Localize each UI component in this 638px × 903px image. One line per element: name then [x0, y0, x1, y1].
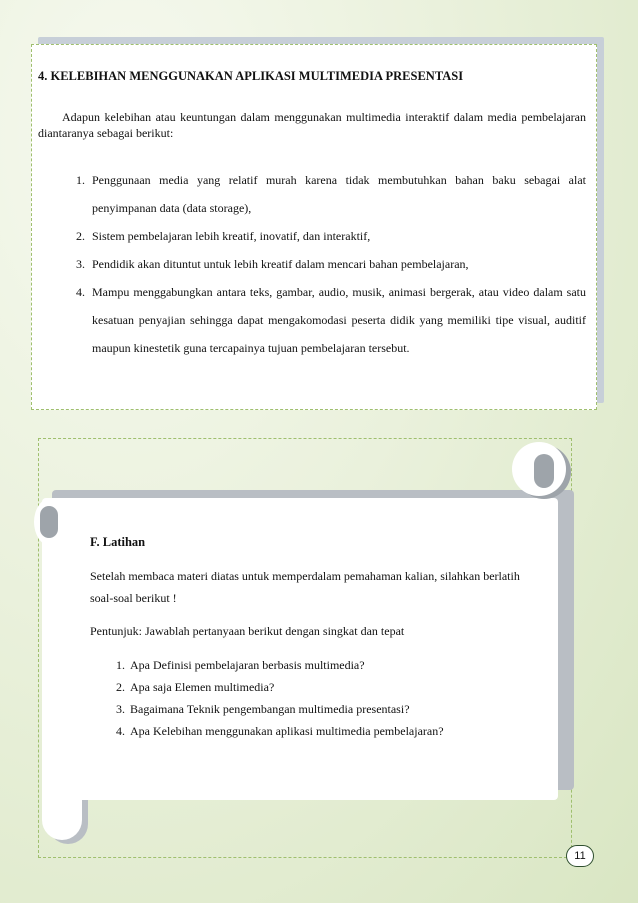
question-item: 1. Apa Definisi pembelajaran berbasis multimedia? [128, 654, 444, 676]
scroll-curl-top-left-inner [40, 506, 58, 538]
exercise-intro: Setelah membaca materi diatas untuk memperdalam pemahaman kalian, silahkan berlatih soal-soal berikut ! [90, 569, 520, 605]
scroll-curl-top-right-inner [534, 454, 554, 488]
exercise-title: F. Latihan [90, 535, 146, 549]
list-item: 4. Mampu menggabungkan antara teks, gambar, audio, musik, animasi bergerak, atau video dalam satu kesatuan penyajian sehingga dapat mengakomodasi peserta didik yang memiliki tipe visual, auditif maupun kinestetik guna tercapainya tujuan pembelajaran tersebut. [88, 278, 586, 362]
question-item: 3. Bagaimana Teknik pengembangan multimedia presentasi? [128, 698, 444, 720]
section-intro [38, 109, 586, 141]
page-number: 11 [566, 845, 594, 867]
list-item: 1. Penggunaan media yang relatif murah karena tidak membutuhkan bahan baku sebagai alat penyimpanan data (data storage), [88, 166, 586, 222]
list-item: 3. Pendidik akan dituntut untuk lebih kreatif dalam mencari bahan pembelajaran, [88, 250, 586, 278]
section-heading: 4. KELEBIHAN MENGGUNAKAN APLIKASI MULTIMEDIA PRESENTASI [38, 69, 464, 83]
question-item: 4. Apa Kelebihan menggunakan aplikasi multimedia pembelajaran? [128, 720, 444, 742]
question-item: 2. Apa saja Elemen multimedia? [128, 676, 444, 698]
section-4-panel [31, 44, 597, 410]
list-item: 2. Sistem pembelajaran lebih kreatif, inovatif, dan interaktif, [88, 222, 586, 250]
question-list [112, 654, 444, 742]
exercise-instruction: Pentunjuk: Jawablah pertanyaan berikut dengan singkat dan tepat [90, 624, 405, 638]
section-intro-text: Adapun kelebihan atau keuntungan dalam menggunakan multimedia interaktif dalam media pembelajaran diantaranya sebagai berikut: [38, 110, 586, 140]
advantages-list [60, 166, 586, 362]
